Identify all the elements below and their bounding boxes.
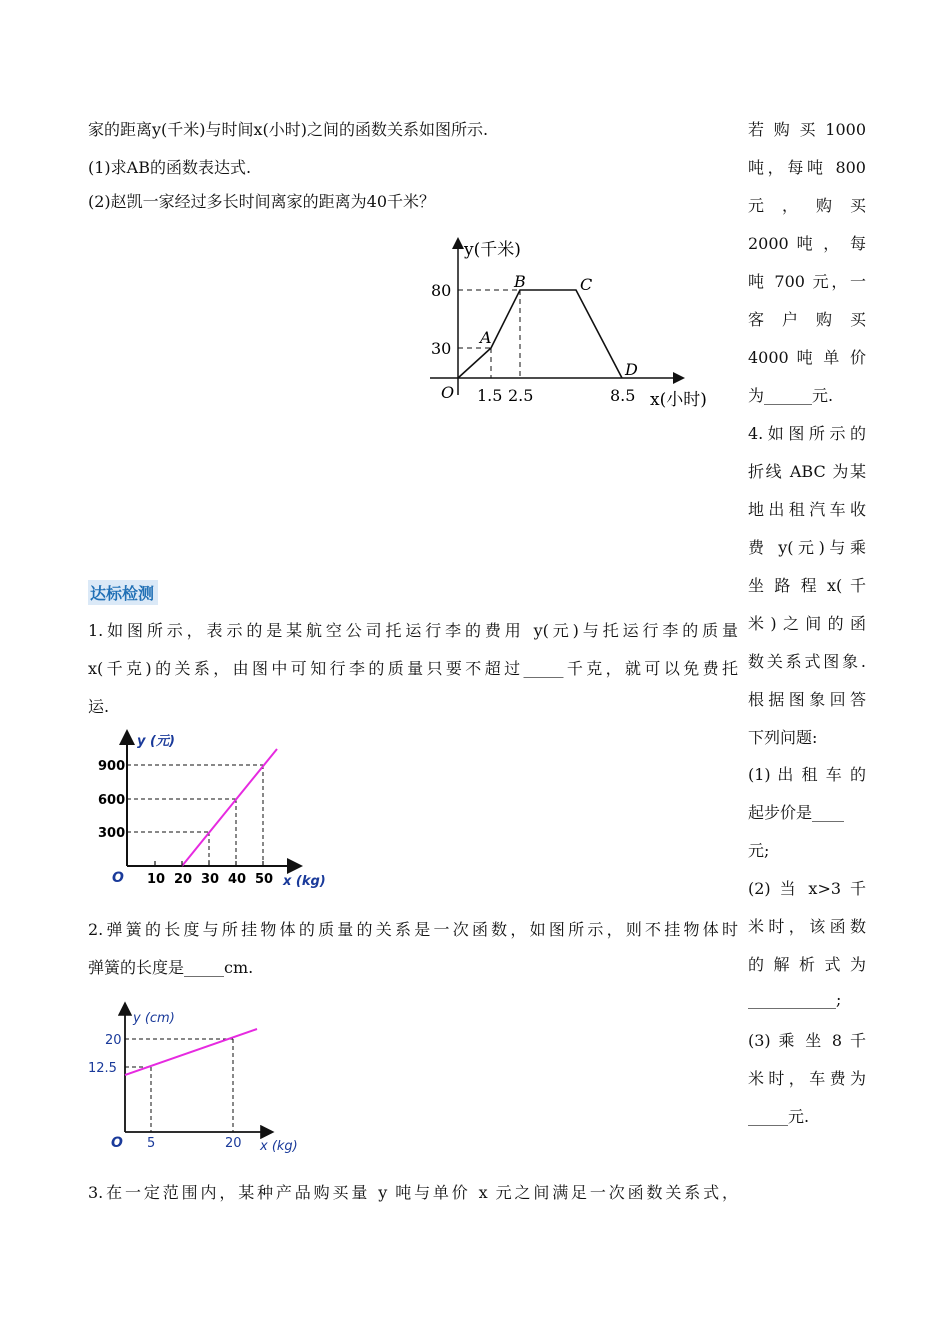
problem-1-line-3: 运. bbox=[88, 697, 110, 716]
x-tick-2.5: 2.5 bbox=[508, 386, 534, 405]
origin-label: O bbox=[441, 383, 455, 402]
point-c-label: C bbox=[580, 275, 593, 294]
sidebar-line: 起步价是____ bbox=[748, 803, 845, 822]
x-tick-8.5: 8.5 bbox=[610, 386, 636, 405]
sidebar-line: 根据图象回答 bbox=[748, 690, 866, 709]
sidebar-line: 元; bbox=[748, 841, 770, 860]
y-tick-600: 600 bbox=[98, 793, 126, 808]
sidebar-line: ___________; bbox=[748, 990, 842, 1009]
problem-3-line-1: 3.在一定范围内，某种产品购买量 y 吨与单价 x 元之间满足一次函数关系式， bbox=[88, 1183, 738, 1202]
sidebar-line: 米)之间的函 bbox=[748, 614, 866, 633]
luggage-graph bbox=[85, 725, 335, 895]
x-tick-5: 5 bbox=[147, 1136, 156, 1151]
sidebar-line: 元 ， 购 买 bbox=[748, 196, 866, 215]
sidebar-line: 吨 700 元，一 bbox=[748, 272, 866, 291]
x-tick-1.5: 1.5 bbox=[477, 386, 503, 405]
sidebar-line: 客 户 购 买 bbox=[748, 310, 866, 329]
x-tick-30: 30 bbox=[201, 872, 220, 887]
y-axis-label: y (cm) bbox=[133, 1011, 175, 1026]
y-tick-900: 900 bbox=[98, 759, 126, 774]
origin-label: O bbox=[112, 870, 124, 886]
point-a-label: A bbox=[480, 328, 492, 347]
y-axis-label: y(千米) bbox=[464, 240, 521, 260]
sidebar-line: 下列问题: bbox=[748, 728, 818, 747]
y-tick-20: 20 bbox=[105, 1033, 122, 1048]
sidebar-line: 费 y(元)与乘 bbox=[748, 538, 866, 557]
sidebar-line: (1) 出 租 车 的 bbox=[748, 765, 866, 784]
y-axis-label: y (元) bbox=[137, 734, 175, 749]
sidebar-line: (2) 当 x>3 千 bbox=[748, 879, 866, 898]
sidebar-line: 吨，每吨 800 bbox=[748, 158, 866, 177]
x-axis-label: x (kg) bbox=[260, 1139, 298, 1154]
sidebar-line: 地出租汽车收 bbox=[748, 500, 866, 519]
x-axis-label: x (kg) bbox=[283, 874, 326, 889]
problem-1-line-2: x(千克)的关系，由图中可知行李的质量只要不超过_____千克，就可以免费托 bbox=[88, 659, 738, 678]
spring-graph bbox=[85, 1000, 315, 1160]
sidebar-line: 4.如图所示的 bbox=[748, 424, 866, 443]
x-axis-label: x(小时) bbox=[650, 390, 707, 410]
sidebar-line: 为______元. bbox=[748, 386, 834, 405]
question-2: (2)赵凯一家经过多长时间离家的距离为40千米？ bbox=[88, 192, 436, 211]
sidebar-line: 数关系式图象. bbox=[748, 652, 866, 671]
x-tick-40: 40 bbox=[228, 872, 247, 887]
problem-1-line-1: 1.如图所示，表示的是某航空公司托运行李的费用 y(元)与托运行李的质量 bbox=[88, 621, 738, 640]
sidebar-line: (3) 乘 坐 8 千 bbox=[748, 1031, 866, 1050]
spring-line bbox=[125, 1029, 257, 1075]
y-tick-12.5: 12.5 bbox=[88, 1061, 117, 1076]
point-b-label: B bbox=[514, 272, 526, 291]
sidebar-line: 的 解 析 式 为 bbox=[748, 955, 866, 974]
problem-2-line-1: 2.弹簧的长度与所挂物体的质量的关系是一次函数，如图所示，则不挂物体时 bbox=[88, 920, 738, 939]
trip-graph bbox=[420, 235, 720, 415]
sidebar-line: 折线 ABC 为某 bbox=[748, 462, 866, 481]
sidebar-line: 4000 吨 单 价 bbox=[748, 348, 866, 367]
sidebar-line: 米时，该函数 bbox=[748, 917, 866, 936]
problem-2-line-2: 弹簧的长度是_____cm. bbox=[88, 958, 254, 977]
sidebar-line: 2000 吨 ， 每 bbox=[748, 234, 866, 253]
section-heading: 达标检测 bbox=[88, 580, 158, 605]
y-tick-300: 300 bbox=[98, 826, 126, 841]
x-tick-50: 50 bbox=[255, 872, 274, 887]
point-d-label: D bbox=[625, 360, 638, 379]
sidebar-line: 米时，车费为 bbox=[748, 1069, 866, 1088]
y-tick-30: 30 bbox=[431, 339, 452, 358]
origin-label: O bbox=[111, 1135, 123, 1151]
sidebar-line: _____元. bbox=[748, 1107, 810, 1126]
sidebar-line: 坐 路 程 x( 千 bbox=[748, 576, 866, 595]
intro-line: 家的距离y(千米)与时间x(小时)之间的函数关系如图所示. bbox=[88, 120, 489, 139]
x-tick-20: 20 bbox=[225, 1136, 242, 1151]
x-tick-10: 10 bbox=[147, 872, 166, 887]
y-tick-80: 80 bbox=[431, 281, 452, 300]
sidebar-line: 若 购 买 1000 bbox=[748, 120, 866, 139]
question-1: (1)求AB的函数表达式. bbox=[88, 158, 252, 177]
x-tick-20: 20 bbox=[174, 872, 193, 887]
